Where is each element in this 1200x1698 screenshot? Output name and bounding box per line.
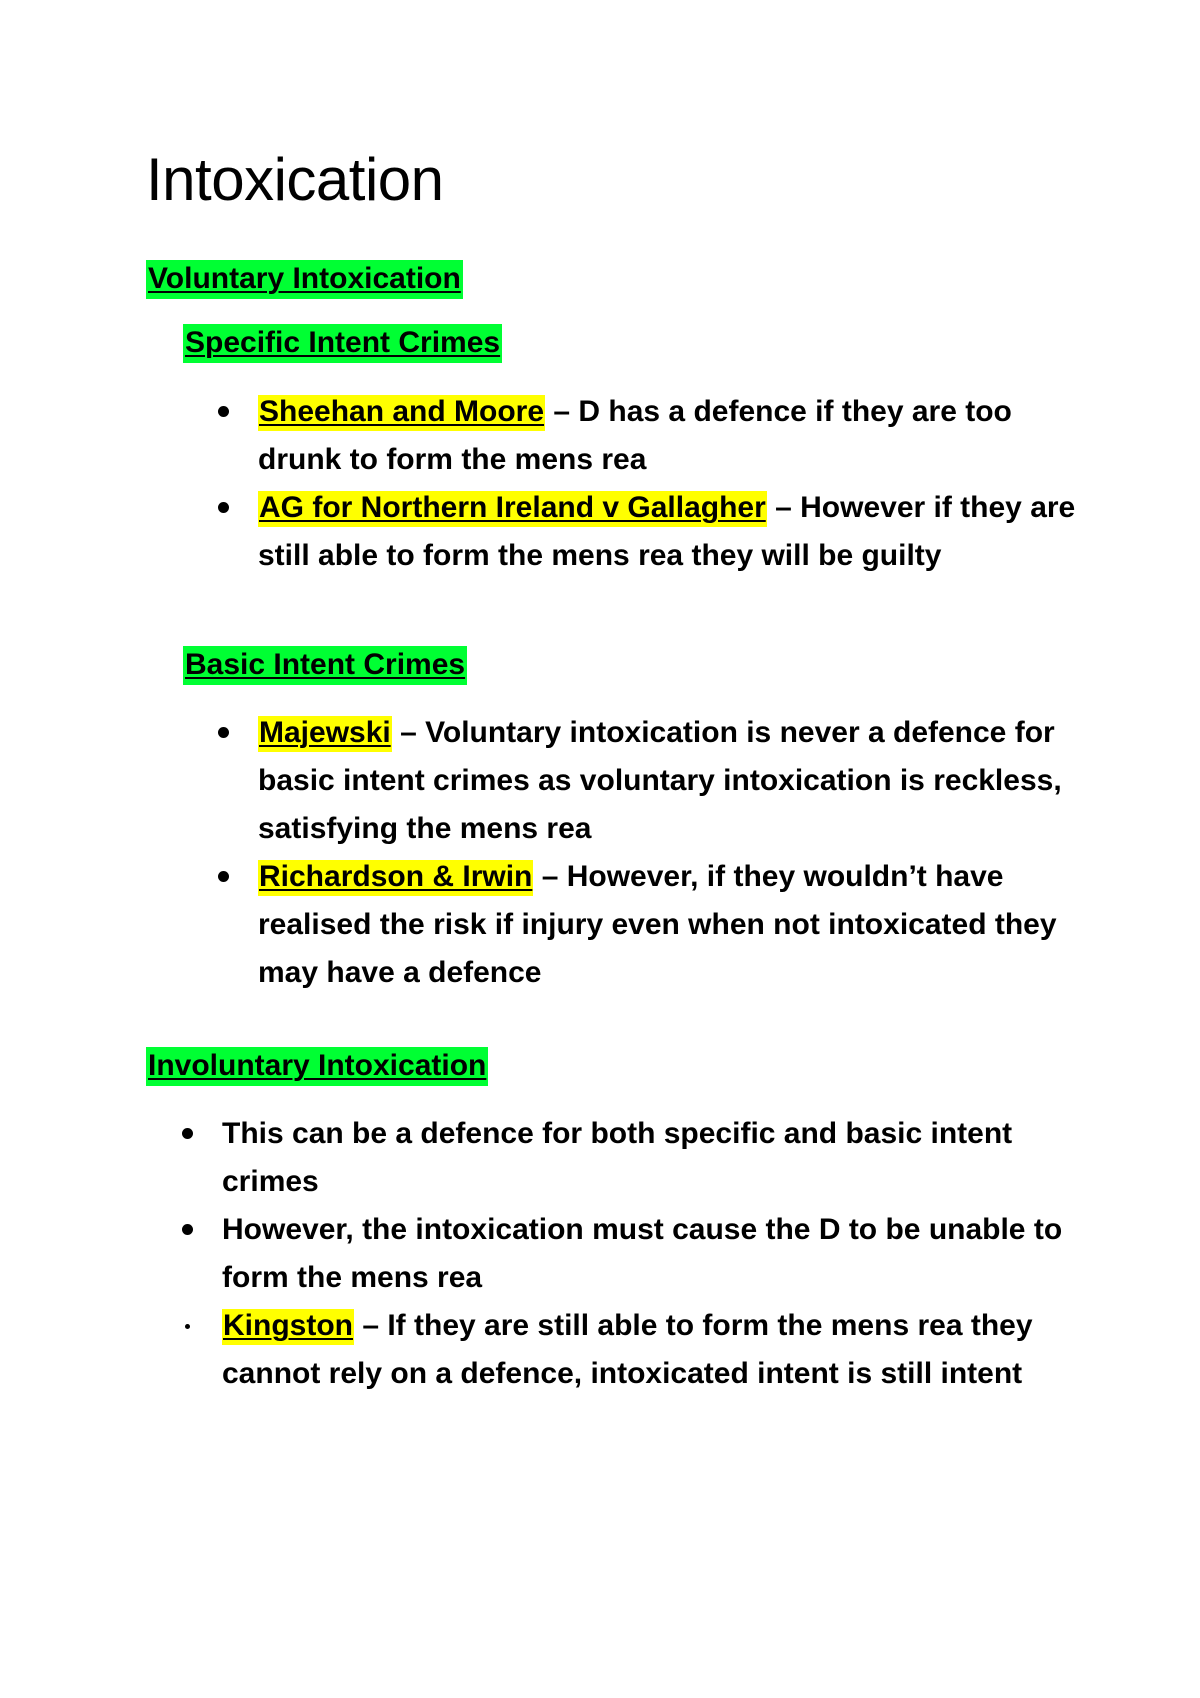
- case-name: Sheehan and Moore: [258, 395, 545, 431]
- case-description: – If they are still able to form the mens rea they cannot rely on a defence, intoxicated intent is still intent: [222, 1309, 1033, 1390]
- case-name: Majewski: [258, 716, 392, 752]
- list-item-text: [258, 484, 1078, 580]
- list-item-text: [258, 388, 1078, 484]
- subsection-heading-basic: [183, 645, 467, 685]
- subsection-heading-specific: [183, 323, 502, 363]
- bullet-icon: [218, 727, 229, 738]
- case-name: Richardson & Irwin: [258, 860, 533, 896]
- basic-heading-text: Basic Intent Crimes: [183, 646, 467, 685]
- case-description: – Voluntary intoxication is never a defence for basic intent crimes as voluntary intoxication is reckless, satisfying the mens rea: [258, 716, 1062, 845]
- list-item-text: [258, 853, 1078, 997]
- section-heading-involuntary: [146, 1046, 488, 1086]
- list-item: [182, 1206, 1082, 1302]
- page-title: Intoxication: [146, 146, 444, 213]
- list-item: [218, 388, 1078, 484]
- bullet-icon: [182, 1128, 193, 1139]
- section-heading-voluntary: [146, 259, 463, 299]
- list-item: [182, 1110, 1082, 1206]
- list-item-text: [258, 709, 1078, 853]
- list-item: [182, 1302, 1082, 1398]
- case-description: – D has a defence if they are too drunk to form the mens rea: [258, 395, 1012, 476]
- list-item-text: [222, 1302, 1082, 1398]
- list-item-text: However, the intoxication must cause the D to be unable to form the mens rea: [222, 1213, 1063, 1294]
- voluntary-heading-text: Voluntary Intoxication: [146, 260, 463, 299]
- bullet-icon: [185, 1324, 190, 1329]
- case-description: – However, if they wouldn’t have realised the risk if injury even when not intoxicated they may have a defence: [258, 860, 1057, 989]
- list-item: [218, 484, 1078, 580]
- bullet-icon: [182, 1224, 193, 1235]
- bullet-icon: [218, 871, 229, 882]
- list-item: [218, 853, 1078, 997]
- case-name: Kingston: [222, 1309, 354, 1345]
- bullet-icon: [218, 406, 229, 417]
- bullet-icon: [218, 502, 229, 513]
- case-name: AG for Northern Ireland v Gallagher: [258, 491, 767, 527]
- specific-heading-text: Specific Intent Crimes: [183, 324, 502, 363]
- involuntary-heading-text: Involuntary Intoxication: [146, 1047, 488, 1086]
- list-item: [218, 709, 1078, 853]
- list-item-text: This can be a defence for both specific and basic intent crimes: [222, 1117, 1013, 1198]
- case-description: – However if they are still able to form the mens rea they will be guilty: [258, 491, 1076, 572]
